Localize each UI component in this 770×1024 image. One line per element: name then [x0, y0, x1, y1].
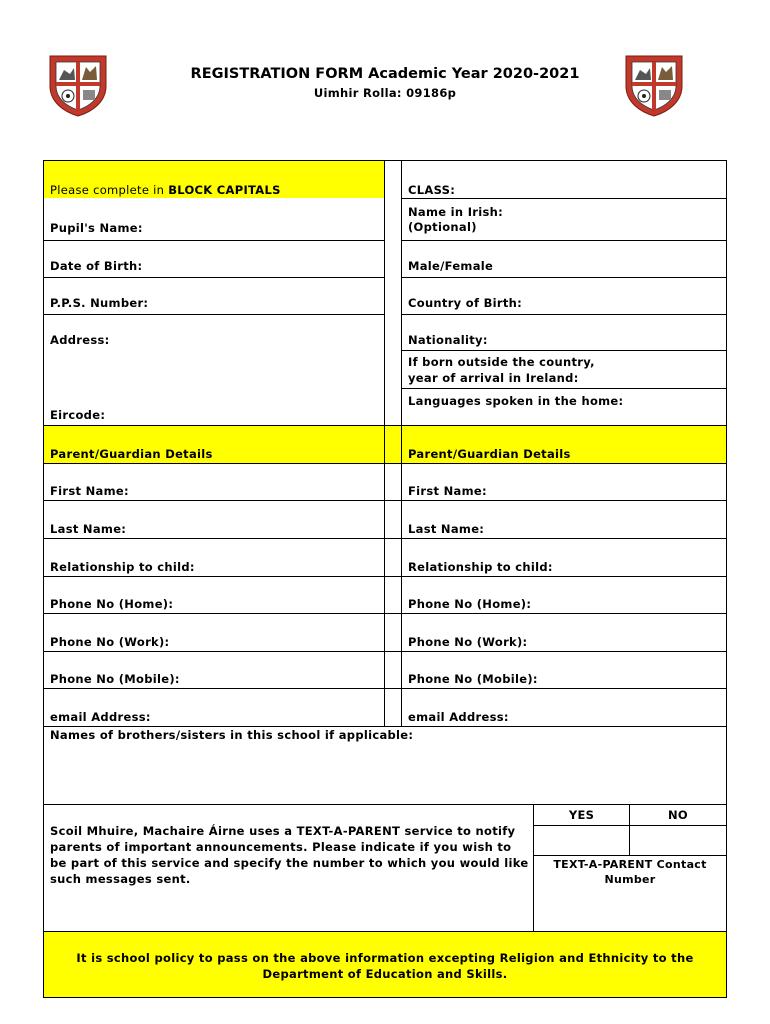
instruction-emphasis: BLOCK CAPITALS [168, 183, 281, 197]
text-a-parent-description: Scoil Mhuire, Machaire Áirne uses a TEXT-A-PARENT service to notify parents of important announcements. Please indicate if you wish to be part of this service and specify the number to which you would like such messages sent. [50, 824, 529, 886]
arrival-label-line1: If born outside the country, [408, 355, 595, 369]
form-title: REGISTRATION FORM Academic Year 2020-2021 [190, 66, 580, 82]
parent2-last-name-label: Last Name: [408, 522, 485, 536]
date-of-birth-label: Date of Birth: [50, 259, 143, 273]
parent1-phone-work-label: Phone No (Work): [50, 635, 170, 649]
country-of-birth-label: Country of Birth: [408, 296, 523, 310]
parent2-heading: Parent/Guardian Details [408, 447, 571, 461]
roll-number: Uimhir Rolla: 09186p [313, 86, 457, 100]
parent2-phone-home-label: Phone No (Home): [408, 597, 532, 611]
class-label: CLASS: [408, 183, 456, 197]
instruction-text: Please complete in BLOCK CAPITALS [50, 183, 281, 197]
text-a-parent-contact-label: TEXT-A-PARENT Contact [553, 858, 707, 871]
pps-number-label: P.P.S. Number: [50, 296, 149, 310]
parent2-email-label: email Address: [408, 710, 509, 724]
parent1-phone-mobile-label: Phone No (Mobile): [50, 672, 180, 686]
parent1-last-name-label: Last Name: [50, 522, 127, 536]
yes-column-label: YES [568, 808, 595, 822]
siblings-label: Names of brothers/sisters in this school if applicable: [50, 728, 414, 742]
arrival-label-line2: year of arrival in Ireland: [408, 371, 579, 385]
text-a-parent-number-label: Number [604, 873, 656, 886]
parent2-relationship-label: Relationship to child: [408, 560, 553, 574]
parent1-email-label: email Address: [50, 710, 151, 724]
male-female-label: Male/Female [408, 259, 494, 273]
languages-label: Languages spoken in the home: [408, 394, 624, 408]
eircode-label: Eircode: [50, 408, 106, 422]
school-crest-left [46, 52, 110, 118]
no-column-label: NO [667, 808, 688, 822]
address-label: Address: [50, 333, 110, 347]
school-crest-right [622, 52, 686, 118]
policy-statement: It is school policy to pass on the above information excepting Religion and Ethnicity to the Department of Education and Skills. [76, 951, 694, 981]
parent1-first-name-label: First Name: [50, 484, 129, 498]
pupil-name-label: Pupil's Name: [50, 221, 143, 235]
parent1-heading: Parent/Guardian Details [50, 447, 213, 461]
name-in-irish-optional: (Optional) [408, 220, 477, 234]
parent2-phone-mobile-label: Phone No (Mobile): [408, 672, 538, 686]
parent2-first-name-label: First Name: [408, 484, 487, 498]
parent1-relationship-label: Relationship to child: [50, 560, 195, 574]
parent1-phone-home-label: Phone No (Home): [50, 597, 174, 611]
parent2-phone-work-label: Phone No (Work): [408, 635, 528, 649]
name-in-irish-label: Name in Irish: [408, 205, 504, 219]
nationality-label: Nationality: [408, 333, 488, 347]
